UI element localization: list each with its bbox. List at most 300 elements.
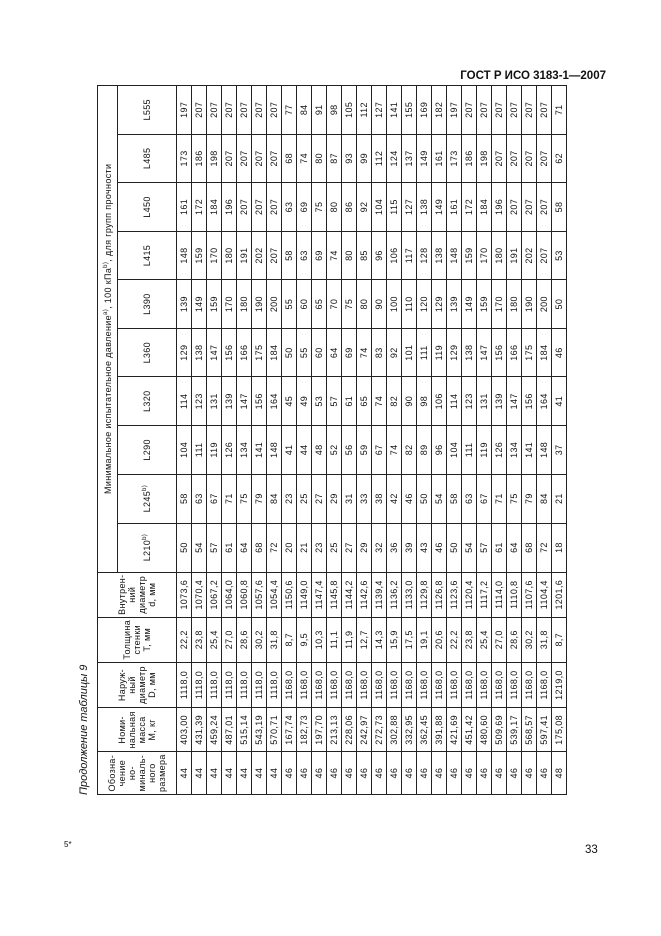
table-cell: 29 (327, 474, 342, 523)
table-cell: 451,42 (462, 708, 477, 752)
table-cell: 71 (222, 474, 237, 523)
table-cell: 186 (192, 134, 207, 183)
table-cell: 53 (312, 377, 327, 426)
table-cell: 30,2 (522, 617, 537, 662)
table-row (507, 86, 522, 795)
footnote-marker: b) (142, 484, 149, 491)
table-cell: 28,6 (507, 617, 522, 662)
table-cell: 1168,0 (522, 662, 537, 708)
col-grade-l390: L390 (118, 280, 177, 329)
table-cell: 184 (477, 183, 492, 232)
table-cell: 46 (402, 474, 417, 523)
table-row (492, 86, 507, 795)
table-cell: 46 (372, 752, 387, 795)
table-row (477, 86, 492, 795)
table-cell: 172 (462, 183, 477, 232)
table-cell: 61 (492, 523, 507, 572)
table-cell: 89 (417, 426, 432, 475)
table-cell: 191 (237, 231, 252, 280)
table-cell: 180 (507, 280, 522, 329)
table-cell: 71 (552, 86, 567, 135)
col-grade-l415: L415 (118, 231, 177, 280)
table-cell: 164 (267, 377, 282, 426)
table-cell: 105 (342, 86, 357, 135)
table-row (402, 86, 417, 795)
table-cell: 63 (282, 183, 297, 232)
table-cell: 84 (267, 474, 282, 523)
table-cell: 74 (327, 231, 342, 280)
table-cell: 90 (372, 280, 387, 329)
table-cell: 65 (312, 280, 327, 329)
table-cell: 149 (462, 280, 477, 329)
table-cell: 207 (492, 134, 507, 183)
table-cell: 1123,6 (447, 572, 462, 617)
table-cell: 112 (372, 134, 387, 183)
table-cell: 138 (192, 328, 207, 377)
table-cell: 480,60 (477, 708, 492, 752)
col-grade-l320: L320 (118, 377, 177, 426)
col-grade-l450: L450 (118, 183, 177, 232)
table-cell: 100 (387, 280, 402, 329)
table-cell: 149 (417, 134, 432, 183)
table-cell: 161 (447, 183, 462, 232)
table-cell: 1147,4 (312, 572, 327, 617)
table-cell: 207 (237, 86, 252, 135)
table-cell: 44 (297, 426, 312, 475)
table-cell: 46 (552, 328, 567, 377)
table-cell: 1168,0 (447, 662, 462, 708)
table-cell: 1168,0 (477, 662, 492, 708)
table-cell: 148 (537, 426, 552, 475)
table-cell: 27,0 (222, 617, 237, 662)
table-cell: 80 (312, 134, 327, 183)
table-cell: 115 (387, 183, 402, 232)
table-cell: 421,69 (447, 708, 462, 752)
table-cell: 1064,0 (222, 572, 237, 617)
table-cell: 138 (462, 328, 477, 377)
table-cell: 87 (327, 134, 342, 183)
page-number: 33 (585, 844, 598, 856)
table-cell: 75 (312, 183, 327, 232)
table-cell: 207 (522, 134, 537, 183)
table-body (177, 86, 567, 795)
table-cell: 1107,6 (522, 572, 537, 617)
table-cell: 50 (447, 523, 462, 572)
table-cell: 1067,2 (207, 572, 222, 617)
table-cell: 20 (282, 523, 297, 572)
table-cell: 84 (537, 474, 552, 523)
table-cell: 63 (462, 474, 477, 523)
table-cell: 119 (477, 426, 492, 475)
table-cell: 46 (522, 752, 537, 795)
table-cell: 120 (417, 280, 432, 329)
table-cell: 207 (207, 86, 222, 135)
table-cell: 45 (282, 377, 297, 426)
table-row (297, 86, 312, 795)
col-grade-l245: L245$^{b)}$ (118, 474, 177, 523)
table-cell: 207 (222, 86, 237, 135)
table-cell: 63 (297, 231, 312, 280)
table-cell: 11,1 (327, 617, 342, 662)
table-row (177, 86, 192, 795)
table-cell: 159 (462, 231, 477, 280)
table-cell: 69 (297, 183, 312, 232)
table-cell: 28,6 (237, 617, 252, 662)
table-cell: 202 (522, 231, 537, 280)
table-cell: 46 (357, 752, 372, 795)
table-cell: 44 (177, 752, 192, 795)
table-cell: 175 (252, 328, 267, 377)
table-cell: 55 (282, 280, 297, 329)
table-cell: 207 (462, 86, 477, 135)
table-cell: 1219,0 (552, 662, 567, 708)
table-cell: 139 (177, 280, 192, 329)
table-cell: 36 (387, 523, 402, 572)
table-cell: 54 (462, 523, 477, 572)
table-cell: 44 (192, 752, 207, 795)
table-cell: 80 (357, 280, 372, 329)
table-cell: 124 (387, 134, 402, 183)
table-cell: 459,24 (207, 708, 222, 752)
table-cell: 543,19 (252, 708, 267, 752)
table-cell: 166 (237, 328, 252, 377)
table-cell: 1139,4 (372, 572, 387, 617)
table-cell: 1133,0 (402, 572, 417, 617)
table-cell: 48 (552, 752, 567, 795)
table-cell: 19,1 (417, 617, 432, 662)
table-cell: 90 (402, 377, 417, 426)
table-cell: 84 (297, 86, 312, 135)
table-cell: 49 (297, 377, 312, 426)
table-cell: 61 (342, 377, 357, 426)
table-cell: 41 (282, 426, 297, 475)
footnote-marker: b) (102, 261, 109, 268)
table-cell: 77 (282, 86, 297, 135)
col-grade-l210: L210$^{b)}$ (118, 523, 177, 572)
table-cell: 72 (537, 523, 552, 572)
table-cell: 18 (552, 523, 567, 572)
table-cell: 74 (297, 134, 312, 183)
table-cell: 207 (537, 231, 552, 280)
col-designation: Обозна-чение но-миналь-ного размера (98, 752, 177, 795)
table-cell: 92 (357, 183, 372, 232)
table-cell: 1117,2 (477, 572, 492, 617)
table-cell: 46 (342, 752, 357, 795)
table-cell: 141 (252, 426, 267, 475)
table-cell: 332,95 (402, 708, 417, 752)
table-row (312, 86, 327, 795)
table-cell: 169 (417, 86, 432, 135)
table-cell: 1168,0 (387, 662, 402, 708)
table-cell: 69 (312, 231, 327, 280)
table-cell: 161 (177, 183, 192, 232)
table-cell: 59 (357, 426, 372, 475)
table-cell: 111 (417, 328, 432, 377)
table-cell: 93 (342, 134, 357, 183)
header-row-1 (98, 86, 118, 795)
table-cell: 202 (252, 231, 267, 280)
table-cell: 568,57 (522, 708, 537, 752)
table-row (537, 86, 552, 795)
table-cell: 207 (192, 86, 207, 135)
table-row (417, 86, 432, 795)
table-cell: 302,88 (387, 708, 402, 752)
table-cell: 80 (342, 231, 357, 280)
table-cell: 98 (417, 377, 432, 426)
col-outer-diameter: Наруж-ный диаметр D, мм (98, 662, 177, 708)
table-cell: 1118,0 (177, 662, 192, 708)
table-cell: 403,00 (177, 708, 192, 752)
table-cell: 58 (282, 231, 297, 280)
table-cell: 31 (342, 474, 357, 523)
table-cell: 148 (267, 426, 282, 475)
table-cell: 207 (252, 183, 267, 232)
table-cell: 32 (372, 523, 387, 572)
table-cell: 46 (492, 752, 507, 795)
table-cell: 173 (447, 134, 462, 183)
table-cell: 1126,8 (432, 572, 447, 617)
table-caption: Продолжение таблицы 9 (78, 664, 90, 795)
table-cell: 159 (477, 280, 492, 329)
table-cell: 191 (507, 231, 522, 280)
table-cell: 46 (537, 752, 552, 795)
table-cell: 184 (267, 328, 282, 377)
table-cell: 44 (222, 752, 237, 795)
table-cell: 69 (342, 328, 357, 377)
table-cell: 1060,8 (237, 572, 252, 617)
table-cell: 1118,0 (222, 662, 237, 708)
table-cell: 175 (522, 328, 537, 377)
table-cell: 207 (507, 86, 522, 135)
table-cell: 67 (477, 474, 492, 523)
table-cell: 54 (432, 474, 447, 523)
table-cell: 46 (417, 752, 432, 795)
table-cell: 126 (492, 426, 507, 475)
table-cell: 1201,6 (552, 572, 567, 617)
table-cell: 597,41 (537, 708, 552, 752)
table-cell: 149 (432, 183, 447, 232)
table-cell: 64 (507, 523, 522, 572)
table-cell: 42 (387, 474, 402, 523)
table-cell: 139 (447, 280, 462, 329)
table-cell: 134 (237, 426, 252, 475)
table-cell: 213,13 (327, 708, 342, 752)
table-cell: 1118,0 (252, 662, 267, 708)
table-cell: 58 (552, 183, 567, 232)
table-cell: 23,8 (462, 617, 477, 662)
table-row (222, 86, 237, 795)
table-cell: 46 (327, 752, 342, 795)
table-cell: 1129,8 (417, 572, 432, 617)
table-cell: 180 (237, 280, 252, 329)
table-cell: 79 (252, 474, 267, 523)
table-cell: 86 (342, 183, 357, 232)
table-cell: 147 (477, 328, 492, 377)
table-cell: 207 (537, 86, 552, 135)
col-grade-l485: L485 (118, 134, 177, 183)
col-grade-l360: L360 (118, 328, 177, 377)
table-cell: 85 (357, 231, 372, 280)
table-cell: 17,5 (402, 617, 417, 662)
table-cell: 207 (507, 134, 522, 183)
table-cell: 64 (327, 328, 342, 377)
table-cell: 173 (177, 134, 192, 183)
table-cell: 46 (312, 752, 327, 795)
table-cell: 27,0 (492, 617, 507, 662)
table-cell: 57 (477, 523, 492, 572)
table-cell: 137 (402, 134, 417, 183)
table-cell: 184 (537, 328, 552, 377)
table-cell: 200 (537, 280, 552, 329)
table-cell: 68 (522, 523, 537, 572)
table-cell: 156 (522, 377, 537, 426)
table-cell: 46 (432, 523, 447, 572)
table-cell: 431,39 (192, 708, 207, 752)
table-cell: 362,45 (417, 708, 432, 752)
table-cell: 46 (432, 752, 447, 795)
pressure-table (97, 85, 567, 795)
table-cell: 1168,0 (432, 662, 447, 708)
table-cell: 207 (252, 134, 267, 183)
table-cell: 114 (447, 377, 462, 426)
table-cell: 141 (522, 426, 537, 475)
table-cell: 197 (177, 86, 192, 135)
table-cell: 96 (372, 231, 387, 280)
table-cell: 1118,0 (267, 662, 282, 708)
table-cell: 23 (282, 474, 297, 523)
table-cell: 182,73 (297, 708, 312, 752)
table-cell: 75 (237, 474, 252, 523)
table-cell: 127 (372, 86, 387, 135)
table-cell: 180 (222, 231, 237, 280)
corner-mark: 5* (64, 840, 72, 849)
table-cell: 23,8 (192, 617, 207, 662)
table-cell: 64 (237, 523, 252, 572)
table-cell: 46 (447, 752, 462, 795)
table-cell: 50 (177, 523, 192, 572)
table-cell: 1168,0 (282, 662, 297, 708)
table-cell: 515,14 (237, 708, 252, 752)
table-cell: 106 (432, 377, 447, 426)
table-row (192, 86, 207, 795)
table-cell: 126 (222, 426, 237, 475)
table-cell: 68 (282, 134, 297, 183)
table-cell: 46 (462, 752, 477, 795)
table-cell: 196 (492, 183, 507, 232)
table-cell: 8,7 (282, 617, 297, 662)
table-cell: 123 (192, 377, 207, 426)
table-cell: 14,3 (372, 617, 387, 662)
table-cell: 33 (357, 474, 372, 523)
table-cell: 72 (267, 523, 282, 572)
table-cell: 50 (552, 280, 567, 329)
col-mass: Номи-нальная масса M, кг (98, 708, 177, 752)
table-cell: 91 (312, 86, 327, 135)
col-inner-diameter: Внутрен-ний диаметр d, мм (98, 572, 177, 617)
table-cell: 131 (207, 377, 222, 426)
table-cell: 46 (402, 752, 417, 795)
table-cell: 487,01 (222, 708, 237, 752)
table-cell: 111 (192, 426, 207, 475)
table-cell: 196 (222, 183, 237, 232)
table-row (357, 86, 372, 795)
table-cell: 197 (447, 86, 462, 135)
table-cell: 1168,0 (327, 662, 342, 708)
table-cell: 127 (402, 183, 417, 232)
pressure-group-text: Минимальное испытательное давление$^{a)}$, 100 кПа$^{b)}$, для групп прочности (102, 163, 113, 494)
table-cell: 117 (402, 231, 417, 280)
table-cell: 74 (357, 328, 372, 377)
table-cell: 74 (372, 377, 387, 426)
table-cell: 170 (222, 280, 237, 329)
table-cell: 1136,2 (387, 572, 402, 617)
table-cell: 8,7 (552, 617, 567, 662)
table-cell: 43 (417, 523, 432, 572)
table-cell: 99 (357, 134, 372, 183)
table-cell: 31,8 (267, 617, 282, 662)
table-cell: 159 (192, 231, 207, 280)
table-cell: 15,9 (387, 617, 402, 662)
table-cell: 170 (207, 231, 222, 280)
table-cell: 75 (507, 474, 522, 523)
table-cell: 46 (297, 752, 312, 795)
table-cell: 67 (372, 426, 387, 475)
table-cell: 147 (207, 328, 222, 377)
table-cell: 197,70 (312, 708, 327, 752)
table-cell: 182 (432, 86, 447, 135)
table-row (372, 86, 387, 795)
table-cell: 1149,0 (297, 572, 312, 617)
table-cell: 207 (267, 231, 282, 280)
table-cell: 39 (402, 523, 417, 572)
footnote-marker: b) (142, 533, 149, 540)
table-cell: 170 (477, 231, 492, 280)
table-cell: 207 (537, 134, 552, 183)
table-cell: 104 (177, 426, 192, 475)
table-cell: 22,2 (447, 617, 462, 662)
table-cell: 112 (357, 86, 372, 135)
table-cell: 175,08 (552, 708, 567, 752)
table-cell: 134 (507, 426, 522, 475)
table-cell: 167,74 (282, 708, 297, 752)
table-cell: 539,17 (507, 708, 522, 752)
table-row (522, 86, 537, 795)
table-cell: 101 (402, 328, 417, 377)
table-cell: 228,06 (342, 708, 357, 752)
table-cell: 148 (177, 231, 192, 280)
table-row (267, 86, 282, 795)
document-header: ГОСТ Р ИСО 3183-1—2007 (460, 70, 606, 82)
table-cell: 54 (192, 523, 207, 572)
footnote-marker: a) (102, 308, 109, 315)
table-cell: 25 (297, 474, 312, 523)
table-cell: 156 (252, 377, 267, 426)
table-cell: 1118,0 (192, 662, 207, 708)
table-cell: 1168,0 (537, 662, 552, 708)
table-cell: 48 (312, 426, 327, 475)
table-cell: 242,97 (357, 708, 372, 752)
table-cell: 1120,4 (462, 572, 477, 617)
table-cell: 164 (537, 377, 552, 426)
table-cell: 79 (522, 474, 537, 523)
table-row (252, 86, 267, 795)
col-wall: Толщина стенки T, мм (98, 617, 177, 662)
table-cell: 1168,0 (492, 662, 507, 708)
table-cell: 65 (357, 377, 372, 426)
table-cell: 186 (462, 134, 477, 183)
table-cell: 61 (222, 523, 237, 572)
table-cell: 1168,0 (462, 662, 477, 708)
